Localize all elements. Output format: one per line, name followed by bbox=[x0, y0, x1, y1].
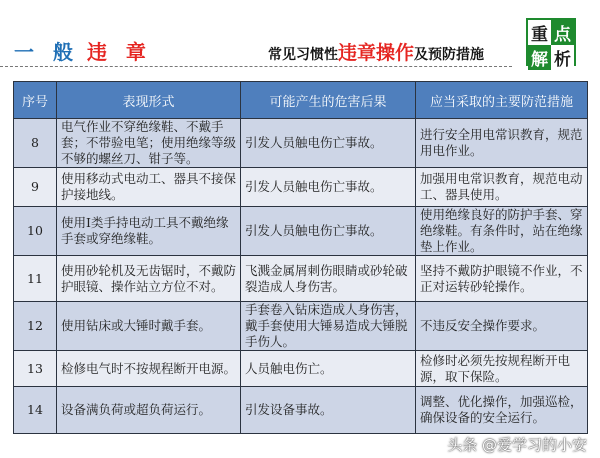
subtitle bbox=[268, 38, 484, 65]
subtitle-post: 及预防措施 bbox=[414, 47, 485, 63]
cell-measure: 进行安全用电常识教育，规范用电作业。 bbox=[416, 119, 588, 168]
badge-char: 析 bbox=[551, 45, 574, 70]
table-row bbox=[14, 207, 588, 256]
col-header-no: 序号 bbox=[14, 82, 57, 119]
subtitle-pre: 常见习惯性 bbox=[268, 47, 338, 63]
cell-form: 电气作业不穿绝缘鞋、不戴手套；不带验电笔；使用绝缘等级不够的螺丝刀、钳子等。 bbox=[57, 119, 241, 168]
cell-form: 设备满负荷或超负荷运行。 bbox=[57, 387, 241, 434]
badge-char: 解 bbox=[528, 45, 551, 70]
title-violation: 违 章 bbox=[86, 40, 152, 64]
cell-harm: 引发设备事故。 bbox=[241, 387, 416, 434]
table-row bbox=[14, 351, 588, 387]
cell-form: 使用砂轮机及无齿锯时，不戴防护眼镜、操作站立方位不对。 bbox=[57, 256, 241, 302]
dotted-divider bbox=[0, 66, 512, 67]
cell-no: 9 bbox=[14, 168, 57, 207]
col-header-form: 表现形式 bbox=[57, 82, 241, 119]
table-row bbox=[14, 302, 588, 351]
col-header-measure: 应当采取的主要防范措施 bbox=[416, 82, 588, 119]
table-header bbox=[14, 82, 588, 119]
cell-harm: 引发人员触电伤亡事故。 bbox=[241, 168, 416, 207]
cell-form: 使用移动式电动工、器具不接保护接地线。 bbox=[57, 168, 241, 207]
cell-harm: 飞溅金属屑刺伤眼睛或砂轮破裂造成人身伤害。 bbox=[241, 256, 416, 302]
cell-harm: 人员触电伤亡。 bbox=[241, 351, 416, 387]
cell-measure: 使用绝缘良好的防护手套、穿绝缘鞋。有条件时，站在绝缘垫上作业。 bbox=[416, 207, 588, 256]
cell-measure: 不违反安全操作要求。 bbox=[416, 302, 588, 351]
cell-no: 13 bbox=[14, 351, 57, 387]
subtitle-highlight: 违章操作 bbox=[338, 42, 415, 64]
cell-harm: 引发人员触电伤亡事故。 bbox=[241, 207, 416, 256]
cell-no: 11 bbox=[14, 256, 57, 302]
badge-char: 点 bbox=[551, 20, 574, 45]
table-row bbox=[14, 387, 588, 434]
table-row bbox=[14, 119, 588, 168]
violation-table bbox=[13, 81, 588, 434]
cell-harm: 引发人员触电伤亡事故。 bbox=[241, 119, 416, 168]
section-title bbox=[14, 36, 152, 65]
col-header-harm: 可能产生的危害后果 bbox=[241, 82, 416, 119]
watermark: 头条 @爱学习的小安 bbox=[447, 436, 587, 454]
cell-form: 使用I类手持电动工具不戴绝缘手套或穿绝缘鞋。 bbox=[57, 207, 241, 256]
key-analysis-badge bbox=[526, 18, 576, 70]
cell-no: 8 bbox=[14, 119, 57, 168]
cell-measure: 检修时必须先按规程断开电源，取下保险。 bbox=[416, 351, 588, 387]
cell-no: 10 bbox=[14, 207, 57, 256]
cell-measure: 调整、优化操作，加强巡检，确保设备的安全运行。 bbox=[416, 387, 588, 434]
cell-no: 12 bbox=[14, 302, 57, 351]
table-row bbox=[14, 168, 588, 207]
cell-form: 使用钻床或大锤时戴手套。 bbox=[57, 302, 241, 351]
badge-char: 重 bbox=[528, 20, 551, 45]
cell-measure: 加强用电常识教育，规范电动工、器具使用。 bbox=[416, 168, 588, 207]
cell-measure: 坚持不戴防护眼镜不作业，不正对运转砂轮操作。 bbox=[416, 256, 588, 302]
cell-no: 14 bbox=[14, 387, 57, 434]
cell-form: 检修电气时不按规程断开电源。 bbox=[57, 351, 241, 387]
cell-harm: 手套卷入钻床造成人身伤害，戴手套使用大锤易造成大锤脱手伤人。 bbox=[241, 302, 416, 351]
table-row bbox=[14, 256, 588, 302]
content-area bbox=[13, 81, 587, 454]
title-general: 一 般 bbox=[14, 40, 79, 64]
